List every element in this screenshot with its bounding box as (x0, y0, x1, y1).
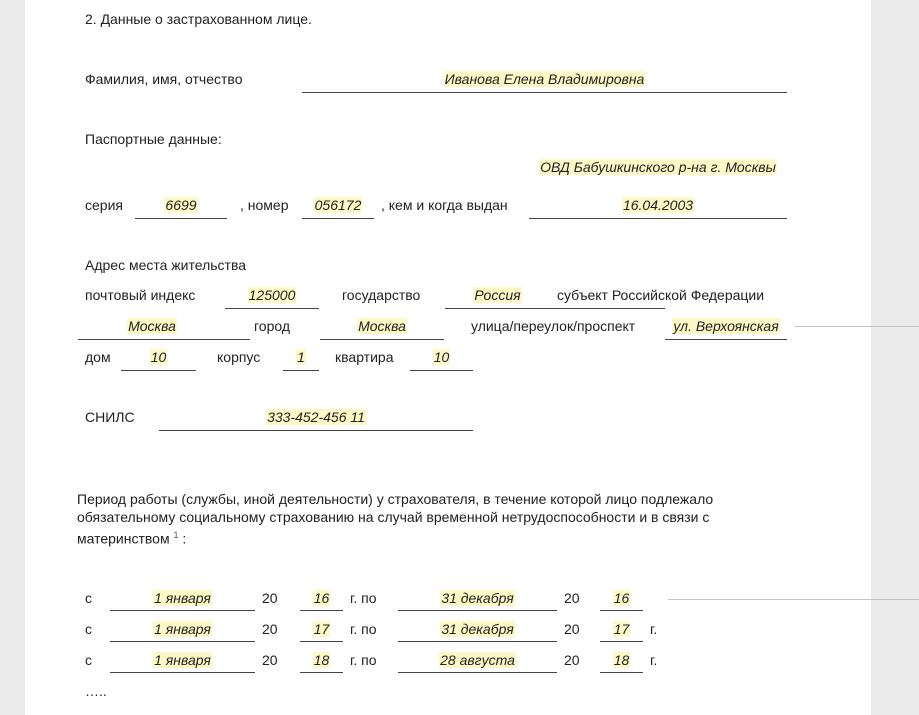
house-value: 10 (150, 349, 167, 365)
city-underline (320, 339, 444, 340)
period-row-to-year: 17 (613, 621, 630, 637)
passport-heading: Паспортные данные: (85, 131, 222, 147)
period-row-underline (110, 641, 255, 642)
passport-number-label: , номер (240, 197, 289, 213)
fio-label: Фамилия, имя, отчество (85, 71, 243, 87)
building-label: корпус (217, 349, 261, 365)
passport-series-underline (135, 218, 227, 219)
snils-label: СНИЛС (85, 409, 135, 425)
period-row-suffix: г. (650, 621, 658, 637)
period-row-year-prefix: 20 (262, 652, 278, 668)
passport-series-label: серия (85, 197, 123, 213)
period-row-to-year-prefix: 20 (564, 621, 580, 637)
building-value: 1 (297, 349, 305, 365)
period-row-from-year: 17 (313, 621, 330, 637)
section-title: 2. Данные о застрахованном лице. (85, 11, 312, 27)
snils-underline (159, 430, 473, 431)
period-row-from-label: с (85, 590, 92, 606)
passport-issued-by: ОВД Бабушкинского р-на г. Москвы (540, 159, 776, 175)
address-heading: Адрес места жительства (85, 257, 247, 273)
subject-underline (78, 339, 250, 340)
period-row-underline (110, 672, 255, 673)
period-row-from-date: 1 января (154, 590, 211, 606)
period-row-to-year: 18 (613, 652, 630, 668)
passport-issued-date: 16.04.2003 (622, 197, 694, 213)
period-row-underline (600, 641, 643, 642)
period-colon: : (182, 530, 187, 547)
period-row-underline (398, 610, 557, 611)
city-label: город (254, 318, 291, 334)
margin-leader-line (795, 326, 919, 327)
footnote-mark: 1 (173, 530, 179, 540)
period-row-from-label: с (85, 621, 92, 637)
period-row-from-date: 1 января (154, 621, 211, 637)
city-value: Москва (358, 318, 406, 334)
apartment-label: квартира (335, 349, 394, 365)
postcode-value: 125000 (248, 287, 296, 303)
margin-leader-line (668, 599, 919, 600)
postcode-underline (225, 308, 319, 309)
passport-number-underline (302, 218, 374, 219)
passport-issued-label: , кем и когда выдан (381, 197, 508, 213)
period-row-to-date: 31 декабря (441, 590, 514, 606)
period-row-underline (398, 672, 557, 673)
country-underline (445, 308, 665, 309)
period-row-to-date: 28 августа (440, 652, 515, 668)
passport-issued-underline (529, 218, 787, 219)
ellipsis: ….. (85, 683, 107, 699)
fio-underline (302, 92, 787, 93)
fio-value: Иванова Елена Владимировна (444, 71, 645, 87)
period-row-year-prefix: 20 (262, 621, 278, 637)
period-row-to-label: г. по (350, 590, 377, 606)
street-label: улица/переулок/проспект (471, 318, 636, 334)
period-paragraph (77, 490, 757, 548)
period-row-to-year: 16 (613, 590, 630, 606)
country-label: государство (342, 287, 421, 303)
period-row-to-label: г. по (350, 652, 377, 668)
period-row-underline (300, 672, 343, 673)
house-label: дом (85, 349, 111, 365)
subject-label: субъект Российской Федерации (557, 287, 765, 303)
period-row-underline (110, 610, 255, 611)
period-row-suffix: г. (650, 652, 658, 668)
period-row-underline (600, 610, 643, 611)
period-row-from-year: 16 (313, 590, 330, 606)
period-text: Период работы (службы, иной деятельности) у страхователя, в течение которой лицо подлежало обязательному социальному страхованию на случай временной нетрудоспособности и в связи с материнством (77, 491, 714, 547)
period-row-to-year-prefix: 20 (564, 590, 580, 606)
building-underline (283, 370, 319, 371)
street-underline (665, 339, 787, 340)
street-value: ул. Верхоянская (673, 318, 779, 334)
period-row-year-prefix: 20 (262, 590, 278, 606)
period-row-from-year: 18 (313, 652, 330, 668)
period-row-underline (300, 641, 343, 642)
period-row-underline (300, 610, 343, 611)
apartment-value: 10 (433, 349, 450, 365)
period-row-from-label: с (85, 652, 92, 668)
period-row-to-year-prefix: 20 (564, 652, 580, 668)
period-row-underline (600, 672, 643, 673)
snils-value: 333-452-456 11 (267, 409, 365, 425)
passport-series: 6699 (165, 197, 197, 213)
period-row-to-label: г. по (350, 621, 377, 637)
period-row-from-date: 1 января (154, 652, 211, 668)
period-row-underline (398, 641, 557, 642)
apartment-underline (410, 370, 473, 371)
postcode-label: почтовый индекс (85, 287, 196, 303)
country-value: Россия (474, 287, 521, 303)
period-row-to-date: 31 декабря (441, 621, 514, 637)
passport-number: 056172 (314, 197, 362, 213)
house-underline (121, 370, 196, 371)
subject-value: Москва (128, 318, 176, 334)
